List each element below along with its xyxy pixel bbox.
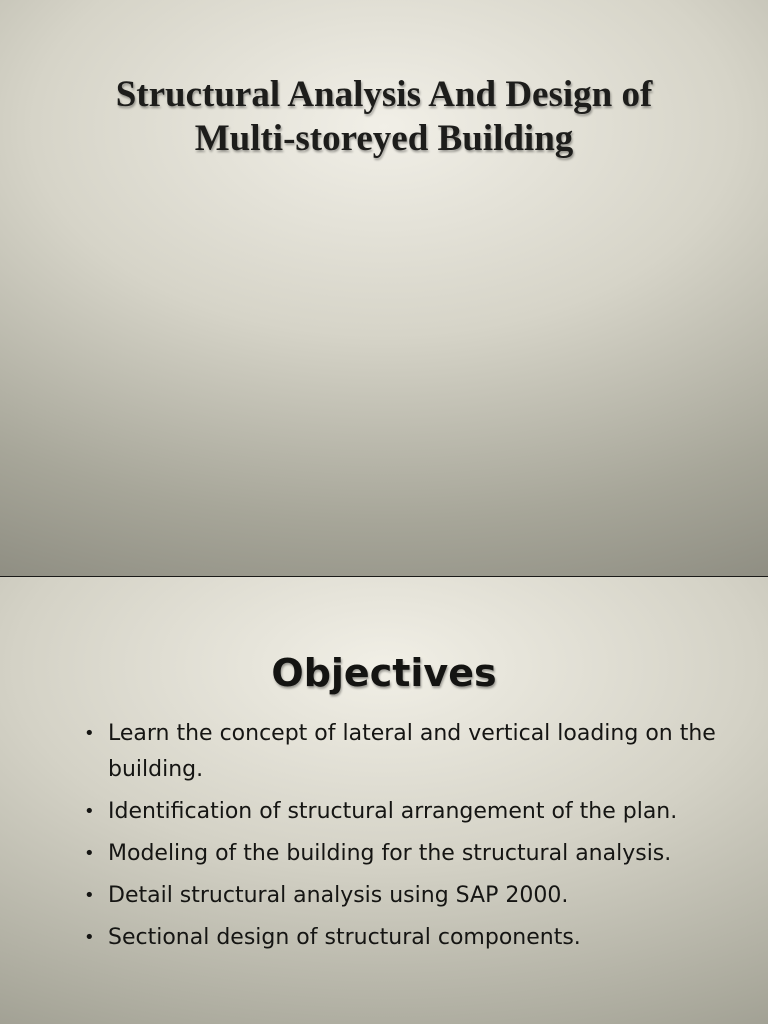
list-item-text: Learn the concept of lateral and vertical loading on the building. bbox=[108, 721, 716, 782]
slide-title-line-2: Multi-storeyed Building bbox=[194, 117, 574, 159]
list-item bbox=[80, 836, 720, 872]
slide-title-line-1: Structural Analysis And Design of bbox=[115, 73, 653, 115]
list-item-text: Detail structural analysis using SAP 2000. bbox=[108, 883, 569, 908]
list-item-text: Modeling of the building for the structural analysis. bbox=[108, 841, 672, 866]
bullet-icon: • bbox=[84, 801, 95, 822]
bullet-icon: • bbox=[84, 927, 95, 948]
objectives-heading: Objectives bbox=[271, 650, 497, 695]
list-item-text: Identification of structural arrangement of the plan. bbox=[108, 799, 678, 824]
bullet-icon: • bbox=[84, 843, 95, 864]
bullet-icon: • bbox=[84, 885, 95, 906]
list-item bbox=[80, 716, 720, 788]
list-item bbox=[80, 920, 720, 956]
bullet-icon: • bbox=[84, 723, 95, 744]
objectives-list bbox=[80, 716, 720, 962]
list-item bbox=[80, 794, 720, 830]
slide-title bbox=[0, 73, 768, 161]
list-item-text: Sectional design of structural components. bbox=[108, 925, 581, 950]
list-item bbox=[80, 878, 720, 914]
